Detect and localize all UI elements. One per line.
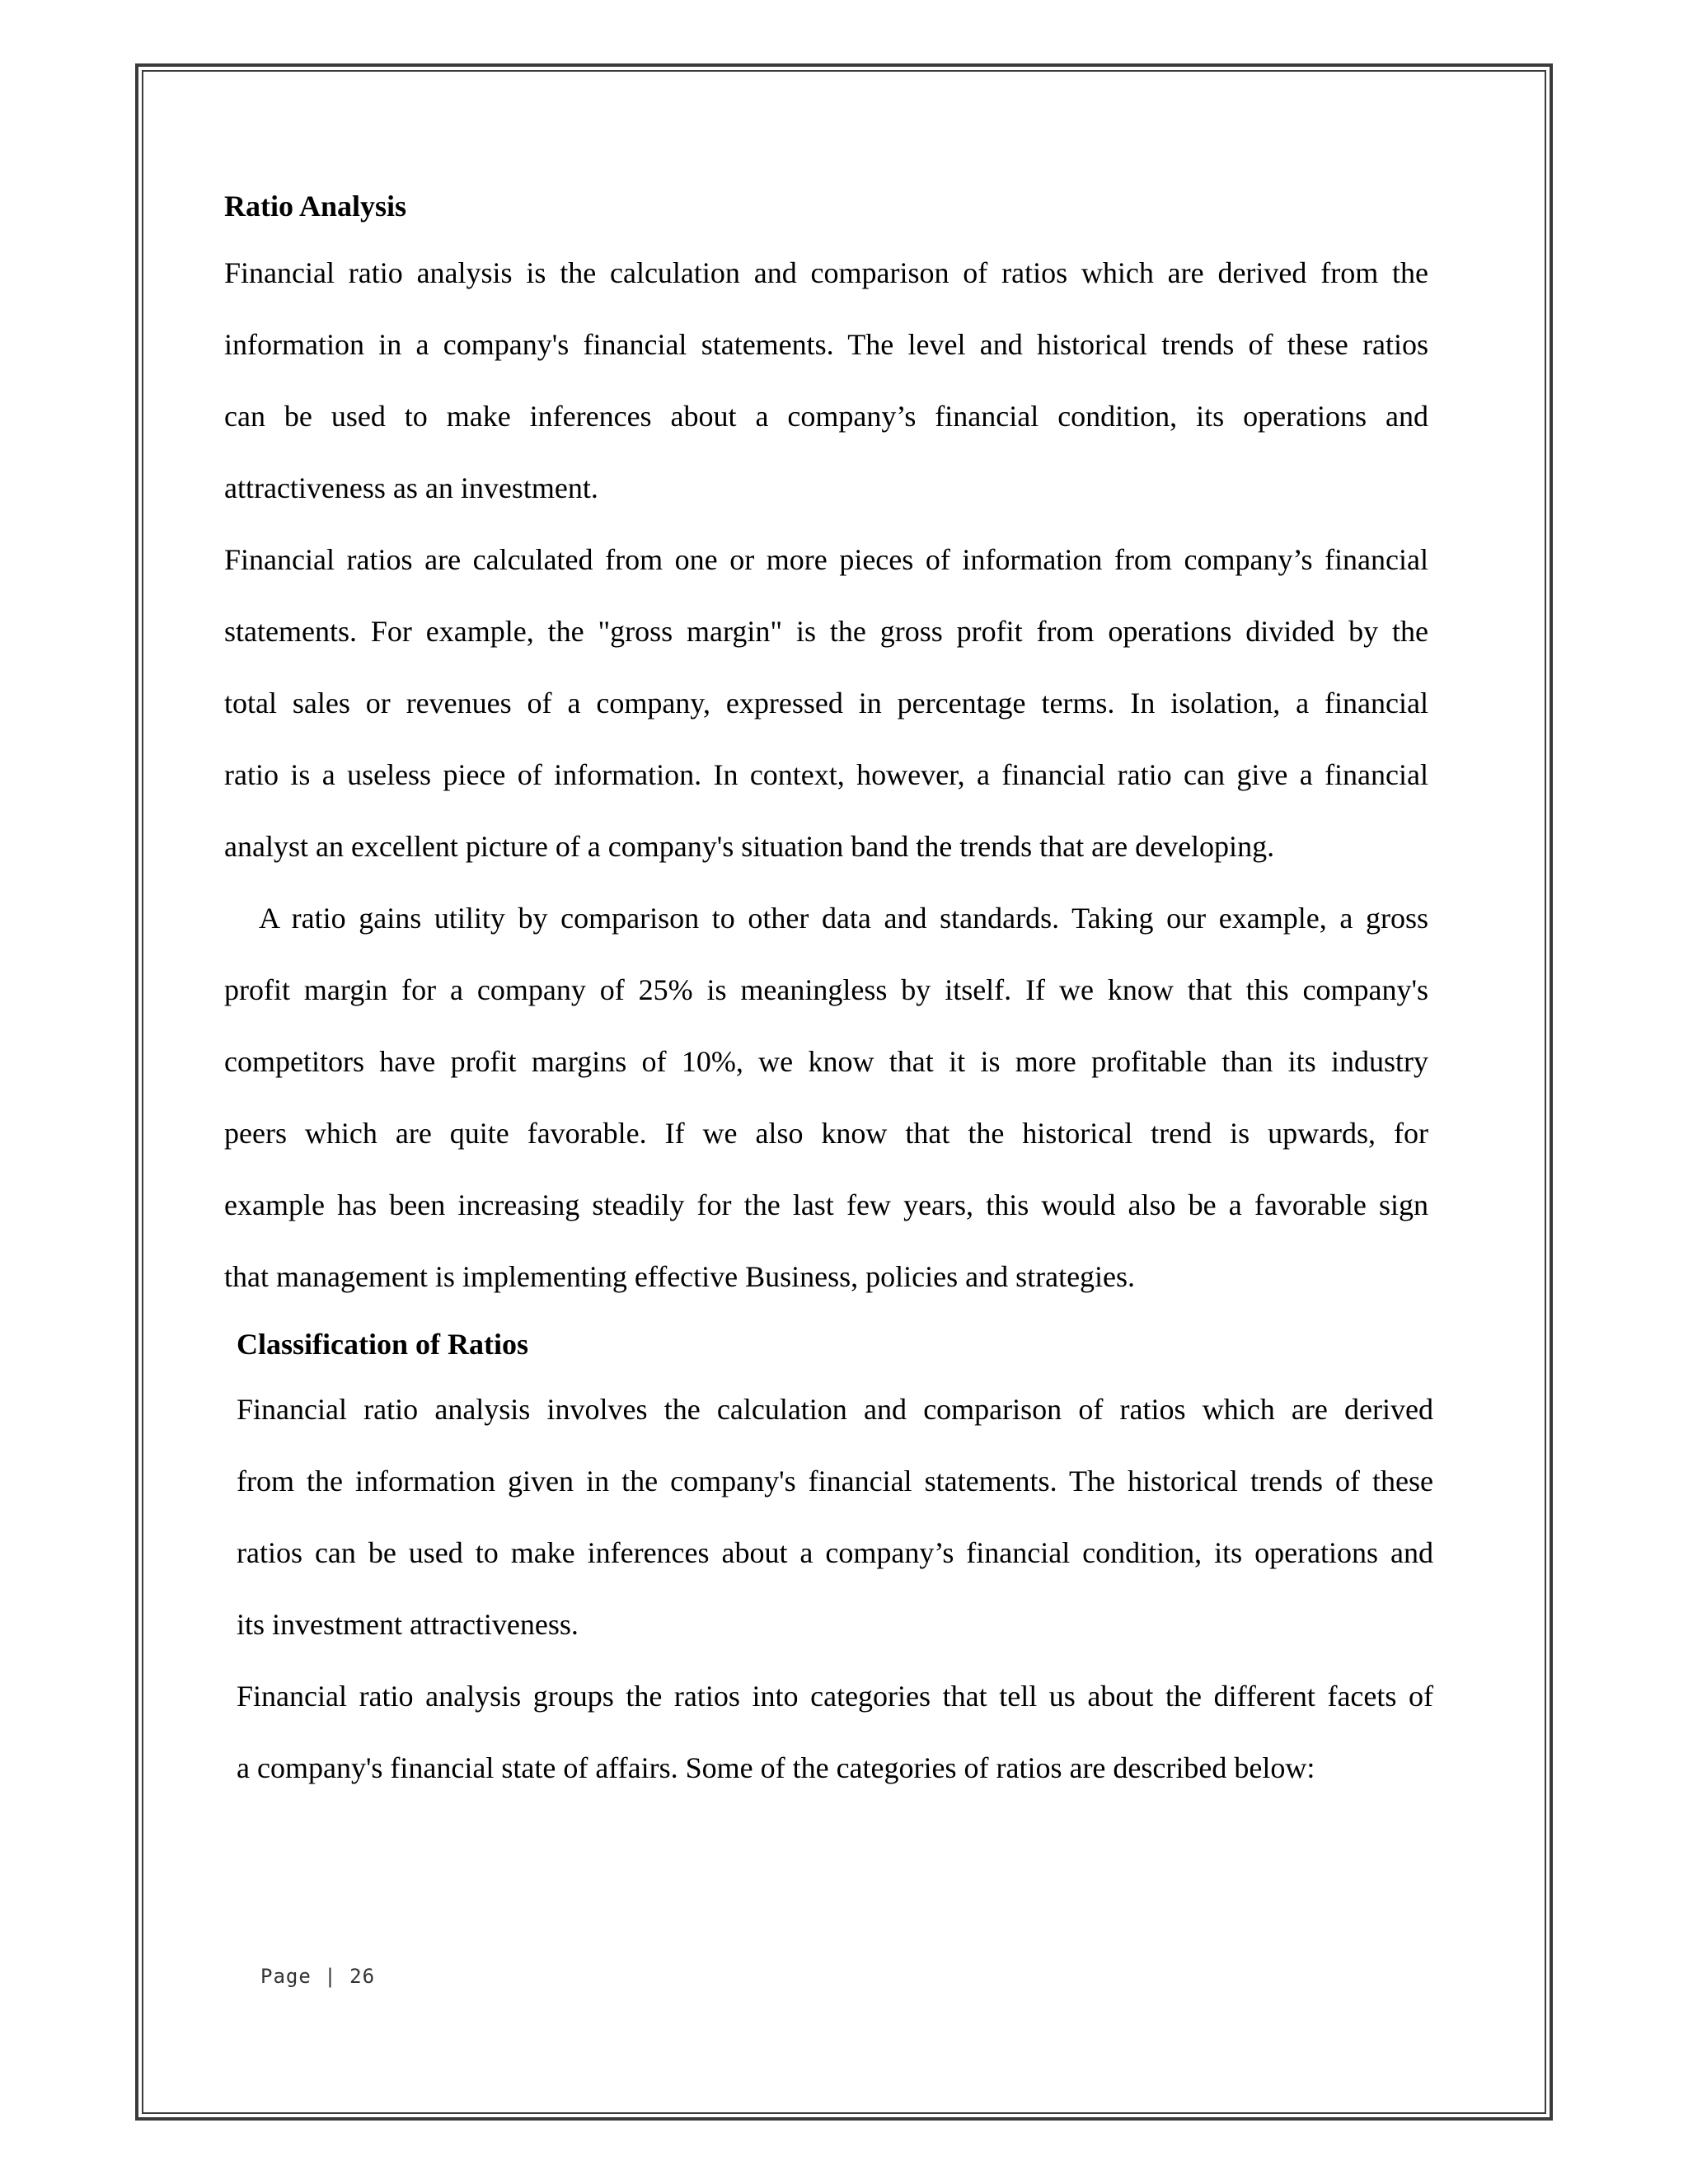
text-line: Financial ratio analysis involves the calculation and comparison of ratios which are derived [237, 1393, 1433, 1426]
ratio-analysis-heading: Ratio Analysis [224, 190, 407, 223]
text-line: attractiveness as an investment. [224, 471, 598, 504]
text-line: total sales or revenues of a company, expressed in percentage terms. In isolation, a financial [224, 687, 1428, 719]
text-line: a company's financial state of affairs. Some of the categories of ratios are described below: [237, 1751, 1315, 1784]
classification-paragraph-1 [237, 1374, 1433, 1661]
text-line: example has been increasing steadily for the last few years, this would also be a favorable sign [224, 1188, 1428, 1221]
text-line: ratios can be used to make inferences about a company’s financial condition, its operations and [237, 1536, 1433, 1569]
text-line: that management is implementing effective Business, policies and strategies. [224, 1260, 1136, 1293]
text-line: Financial ratios are calculated from one or more pieces of information from company’s financial [224, 543, 1428, 576]
text-line: analyst an excellent picture of a company's situation band the trends that are developing. [224, 830, 1275, 863]
text-line: competitors have profit margins of 10%, we know that it is more profitable than its industry [224, 1045, 1428, 1078]
text-line: Financial ratio analysis is the calculation and comparison of ratios which are derived from the [224, 256, 1428, 289]
classification-of-ratios-heading: Classification of Ratios [237, 1328, 528, 1361]
text-line: peers which are quite favorable. If we also know that the historical trend is upwards, for [224, 1117, 1428, 1150]
text-line: profit margin for a company of 25% is meaningless by itself. If we know that this company's [224, 973, 1428, 1006]
ratio-analysis-paragraph-1 [224, 237, 1428, 524]
text-line: can be used to make inferences about a company’s financial condition, its operations and [224, 400, 1428, 433]
text-line: Financial ratio analysis groups the ratios into categories that tell us about the different facets of [237, 1680, 1433, 1713]
ratio-analysis-paragraph-2 [224, 524, 1428, 883]
text-line: from the information given in the company's financial statements. The historical trends of these [237, 1465, 1433, 1497]
page-number: Page | 26 [260, 1965, 376, 1988]
classification-paragraph-2 [237, 1661, 1433, 1804]
ratio-analysis-paragraph-3 [224, 883, 1428, 1313]
text-line: information in a company's financial statements. The level and historical trends of these ratios [224, 328, 1428, 361]
text-line: ratio is a useless piece of information. In context, however, a financial ratio can give a financial [224, 758, 1428, 791]
text-line: statements. For example, the "gross margin" is the gross profit from operations divided by the [224, 615, 1428, 648]
text-line: its investment attractiveness. [237, 1608, 579, 1641]
text-line: A ratio gains utility by comparison to other data and standards. Taking our example, a gross [259, 902, 1428, 935]
